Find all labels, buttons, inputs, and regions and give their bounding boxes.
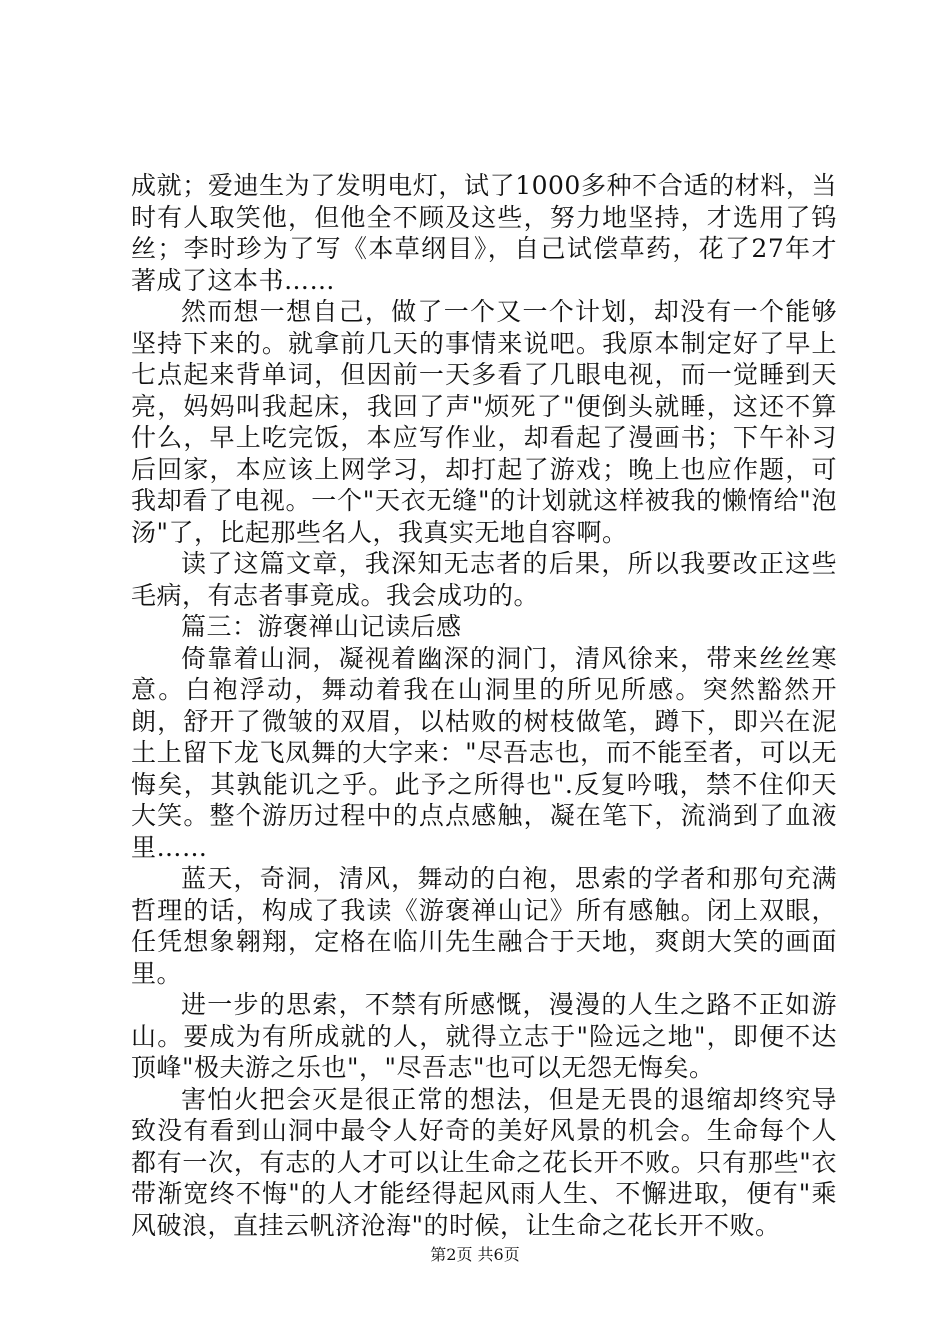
paragraph: 进一步的思索，不禁有所感慨，漫漫的人生之路不正如游山。要成为有所成就的人，就得立志于"险远之地"，即便不达顶峰"极夫游之乐也"，"尽吾志"也可以无怨无悔矣。 <box>131 990 837 1082</box>
paragraph: 读了这篇文章，我深知无志者的后果，所以我要改正这些毛病，有志者事竟成。我会成功的。 <box>131 549 837 610</box>
paragraph: 倚靠着山洞，凝视着幽深的洞门，清风徐来，带来丝丝寒意。白袍浮动，舞动着我在山洞里的所见所感。突然豁然开朗，舒开了微皱的双眉，以枯败的树枝做笔，蹲下，即兴在泥土上留下龙飞凤舞的大字来："尽吾志也，而不能至者，可以无悔矣，其孰能讥之乎。此予之所得也".反复吟哦，禁不住仰天大笑。整个游历过程中的点点感触，凝在笔下，流淌到了血液里…… <box>131 643 837 862</box>
paragraph: 然而想一想自己，做了一个又一个计划，却没有一个能够坚持下来的。就拿前几天的事情来说吧。我原本制定好了早上七点起来背单词，但因前一天多看了几眼电视，而一觉睡到天亮，妈妈叫我起床，我回了声"烦死了"便倒头就睡，这还不算什么，早上吃完饭，本应写作业，却看起了漫画书；下午补习后回家，本应该上网学习，却打起了游戏；晚上也应作题，可我却看了电视。一个"天衣无缝"的计划就这样被我的懒惰给"泡汤"了，比起那些名人，我真实无地自容啊。 <box>131 297 837 547</box>
paragraph: 害怕火把会灭是很正常的想法，但是无畏的退缩却终究导致没有看到山洞中最令人好奇的美好风景的机会。生命每个人都有一次，有志的人才可以让生命之花长开不败。只有那些"衣带渐宽终不悔"的人才能经得起风雨人生、不懈进取，便有"乘风破浪，直挂云帆济沧海"的时候，让生命之花长开不败。 <box>131 1084 837 1240</box>
paragraph-continuation: 成就；爱迪生为了发明电灯，试了1000多种不合适的材料，当时有人取笑他，但他全不顾及这些，努力地坚持，才选用了钨丝；李时珍为了写《本草纲目》，自己试偿草药，花了27年才著成了这本书…… <box>131 171 837 295</box>
paragraph: 蓝天，奇洞，清风，舞动的白袍，思索的学者和那句充满哲理的话，构成了我读《游褒禅山记》所有感触。闭上双眼，任凭想象翱翔，定格在临川先生融合于天地，爽朗大笑的画面里。 <box>131 864 837 988</box>
page-number-footer: 第2页 共6页 <box>430 1245 520 1264</box>
section-heading: 篇三：游褒禅山记读后感 <box>181 612 462 641</box>
document-body <box>131 170 837 1241</box>
